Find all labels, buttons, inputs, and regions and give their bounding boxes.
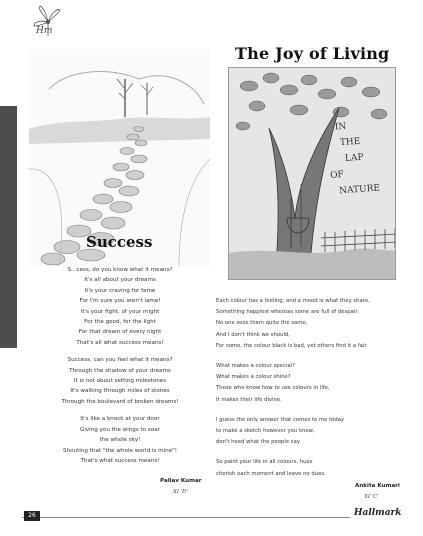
poem-line: Through the shadow of your dreams — [69, 367, 171, 374]
poem-line: It's your craving for fame — [84, 287, 156, 294]
poem-line: That's all what success means! — [76, 339, 164, 346]
poem-line: Something happiest whereas some are full of despair. — [216, 309, 359, 316]
poem-line: don't heed what the people say — [216, 439, 300, 446]
poem-line: cherish each moment and leave no dues. — [216, 470, 326, 477]
poem-line: Giving you the wings to soar — [79, 426, 161, 433]
poem-success — [30, 265, 210, 466]
poem-line: For the good, for the light — [84, 319, 156, 326]
poem-line: For I'm sure you aren't lame! — [79, 298, 161, 305]
poem-line: Through the boulevard of broken dreams! — [61, 398, 179, 405]
poem-line: Shouting that "the whole world is mine"! — [63, 447, 177, 454]
poem-line: the whole sky! — [99, 437, 141, 444]
class-right: XI 'C' — [364, 494, 379, 500]
class-left: XI 'D' — [173, 489, 188, 495]
poem-line: It's walking through miles of stones — [70, 388, 170, 395]
poem-line: And I don't think we should, — [216, 331, 290, 338]
poem-line: It's like a knock at your door — [80, 416, 160, 423]
author-left: Pallav Kumar — [160, 478, 202, 484]
magazine-brand: Hallmark — [354, 508, 402, 518]
poem-line: For some, the colour black is bad, yet others find it a fair. — [216, 342, 368, 349]
poem-line: It's all about your dreams — [84, 277, 156, 284]
nature-sketch — [228, 67, 396, 280]
poem-line: No one sees them quite the same, — [216, 320, 308, 327]
poem-line: What makes a colour shine? — [216, 374, 291, 381]
side-tab — [0, 106, 17, 348]
poem-line: S...cess, do you know what it means? — [67, 267, 173, 273]
poem-line: That's what success means! — [80, 457, 160, 464]
sketch-caption: IN THE LAP OF NATURE — [329, 121, 381, 197]
logo-text: Hm — [36, 26, 53, 36]
poem-line: Those who know how to use colours in life, — [216, 385, 330, 392]
page-number: 26 — [24, 511, 40, 521]
author-right: Ankita Kumari — [355, 483, 400, 489]
poem-line: Each colour has a feeling, and a mood is what they share, — [216, 298, 370, 304]
poem-line: What makes a colour special? — [216, 363, 295, 370]
poem-line: So paint your life in all colours, hues — [216, 459, 313, 466]
poem-line: to make a sketch however you know, — [216, 428, 315, 435]
poem-line: It makes their life divine. — [216, 396, 282, 403]
poem-title-joy: The Joy of Living — [235, 44, 390, 63]
poem-line: For that dream of every night — [78, 329, 162, 336]
poem-joy — [216, 296, 406, 480]
poem-line: Success, can you feel what it means? — [67, 357, 173, 364]
poem-title-success: Success — [86, 233, 153, 251]
poem-line: It is not about setting milestones — [73, 378, 167, 385]
poem-line: It's your fight, of your might — [80, 308, 160, 315]
footer-rule — [22, 517, 350, 518]
poem-line: I guess the only answer that comes to me today — [216, 416, 345, 423]
